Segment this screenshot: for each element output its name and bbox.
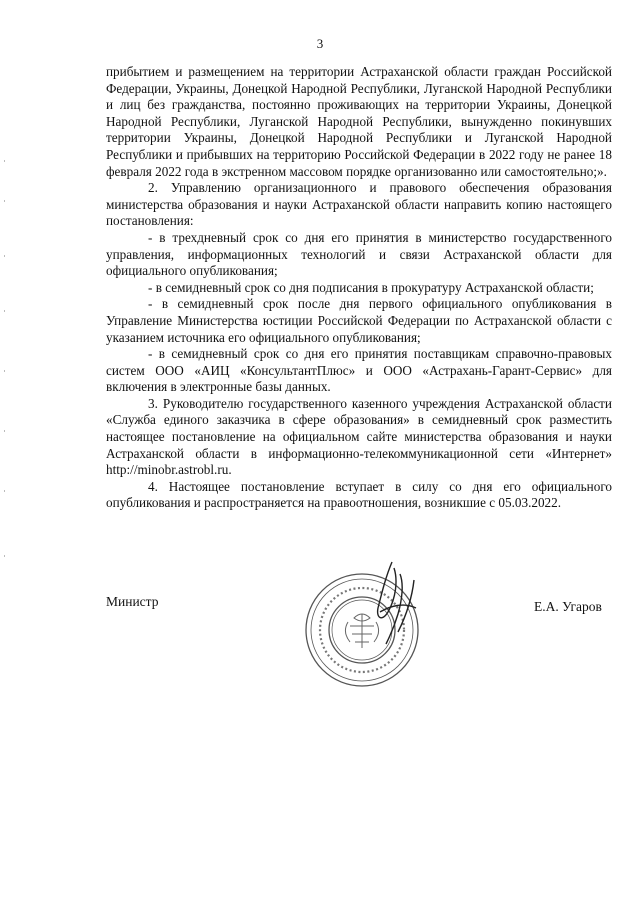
paragraph: - в семидневный срок со дня его принятия поставщикам справочно-правовых систем ООО «АИЦ «КонсультантПлюс» и ООО «Астрахань-Гарант-Сервис» для включения в электронные базы данных. [106,346,612,395]
official-stamp [292,552,462,702]
paragraph: 4. Настоящее постановление вступает в силу со дня его официального опубликования и распространяется на правоотношения, возникшие с 05.03.2022. [106,478,612,511]
stamp-seal-icon [292,552,462,702]
signer-position: Министр [106,594,159,609]
paragraph: - в семидневный срок со дня подписания в прокуратуру Астраханской области; [148,279,594,295]
paragraph: - в семидневный срок после дня первого официального опубликования в Управление Министерства юстиции Российской Федерации по Астраханской области с указанием источника его официального опубликования; [106,296,612,345]
margin-scan-dots [3,160,7,580]
page-number: 3 [316,36,324,51]
paragraph: прибытием и размещением на территории Астраханской области граждан Российской Федерации, Украины, Донецкой Народной Республики, Луганской Народной Республики и лиц без гражданства, постоянно проживающих на территории Украины, Донецкой Народной Республики, Луганской Народной Республики, вынужденно покинувших территории Украины, Донецкой Народной Республики и Луганской Народной Республики и прибывших на территорию Российской Федерации в 2022 году не ранее 18 февраля 2022 года в экстренном массовом порядке организованно или самостоятельно;». [106,64,612,179]
paragraph: 2. Управлению организационного и правового обеспечения образования министерства образования и науки Астраханской области направить копию настоящего постановления: [106,180,612,229]
paragraph: - в трехдневный срок со дня его принятия в министерство государственного управления, информационных технологий и связи Астраханской области для официального опубликования; [106,229,612,279]
paragraph: 3. Руководителю государственного казенного учреждения Астраханской области «Служба единого заказчика в сфере образования» в семидневный срок разместить настоящее постановление на официальном сайте министерства образования и науки Астраханской области в информационно-телекоммуникационной сети «Интернет» http://minobr.astrobl.ru. [106,395,612,478]
signer-name: Е.А. Угаров [534,599,602,614]
